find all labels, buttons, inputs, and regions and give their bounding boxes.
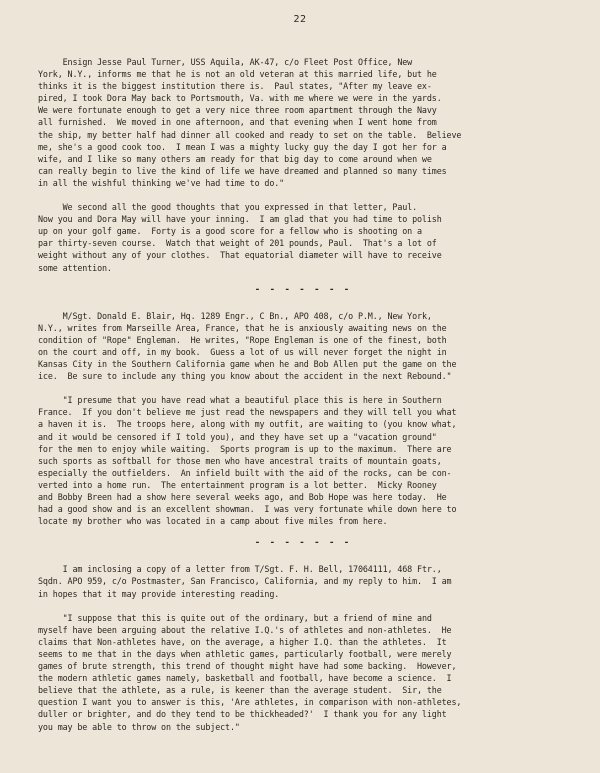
page-number: 22 <box>293 14 307 25</box>
paragraph-blair-letter: M/Sgt. Donald E. Blair, Hq. 1289 Engr., C Bn., APO 408, c/o P.M., New York, N.Y., writes from Marseille Area, France, that he is anxiously awaiting news on the condition of "Rope" Engleman. He writes, "Rope Engleman is one of the finest, both on the court and off, in my book. Guess a lot of us will never forget the night in Kansas City in the Southern California game when he and Bob Allen put the game on the ice. Be sure to include any thing you know about the accident in the next Rebound." <box>38 310 457 382</box>
section-separator: - - - - - - - <box>254 538 352 549</box>
body-text <box>38 56 568 745</box>
paragraph-reply-paul: We second all the good thoughts that you expressed in that letter, Paul. Now you and Dora May will have your inning. I am glad that you had time to polish up on your golf game. Forty is a good score for a fellow who is shooting on a par thirty-seven course. Watch that weight of 201 pounds, Paul. That's a lot of weight without any of your clothes. That equatorial diameter will have to receive some attention. <box>38 202 442 273</box>
paragraph-southern-france: "I presume that you have read what a beautiful place this is here in Southern France. If you don't believe me just read the newspapers and they will tell you what a haven it is. The troops here, along with my outfit, are waiting to (you know what, and it would be censored if I told you), and they have set up a "vacation ground" for the men to enjoy while waiting. Sports program is up to the maximum. There are such sports as softball for those men who have ancestral traits of mountain goats, especially the outfielders. An infield built with the aid of the rocks, can be con- verted into a home run. The entertainment program is a lot better. Micky Rooney and Bobby Breen had a show here several weeks ago, and Bob Hope was here today. He had a good show and is an excellent showman. I was very fortunate while down here to locate my brother who was located in a camp about five miles from here. <box>38 395 457 527</box>
paragraph-turner-letter: Ensign Jesse Paul Turner, USS Aquila, AK-47, c/o Fleet Post Office, New York, N.Y., informs me that he is not an old veteran at this married life, but he thinks it is the biggest institution there is. Paul states, "After my leave ex- pired, I took Dora May back to Portsmouth, Va. with me where we were in the yards. We were fortunate enough to get a very nice three room apartment through the Navy all furnished. We moved in one afternoon, and that evening when I went home from the ship, my better half had dinner all cooked and ready to set on the table. Believe me, she's a good cook too. I mean I was a mighty lucky guy the day I got her for a wife, and I like so many others am ready for that big day to come around when we can really begin to live the kind of life we have dreamed and planned so many times in all the wishful thinking we've had time to do." <box>38 57 462 188</box>
section-separator: - - - - - - - <box>254 284 352 295</box>
paragraph-bell-letter: "I suppose that this is quite out of the ordinary, but a friend of mine and myself have been arguing about the relative I.Q.'s of athletes and non-athletes. He claims that Non-athletes have, on the average, a higher I.Q. than the athletes. It seems to me that in the days when athletic games, particularly football, were merely games of brute strength, this trend of thought might have had some backing. However, the modern athletic games namely, basketball and football, have become a science. I believe that the athlete, as a rule, is keener than the average student. Sir, the question I want you to answer is this, 'Are athletes, in comparison with non-athletes, duller or brighter, and do they tend to be thickheaded?' I thank you for any light you may be able to throw on the subject." <box>38 612 462 732</box>
paragraph-bell-intro: I am inclosing a copy of a letter from T/Sgt. F. H. Bell, 17064111, 468 Ftr., Sqdn. APO 959, c/o Postmaster, San Francisco, California, and my reply to him. I am in hopes that it may provide interesting reading. <box>38 564 452 599</box>
